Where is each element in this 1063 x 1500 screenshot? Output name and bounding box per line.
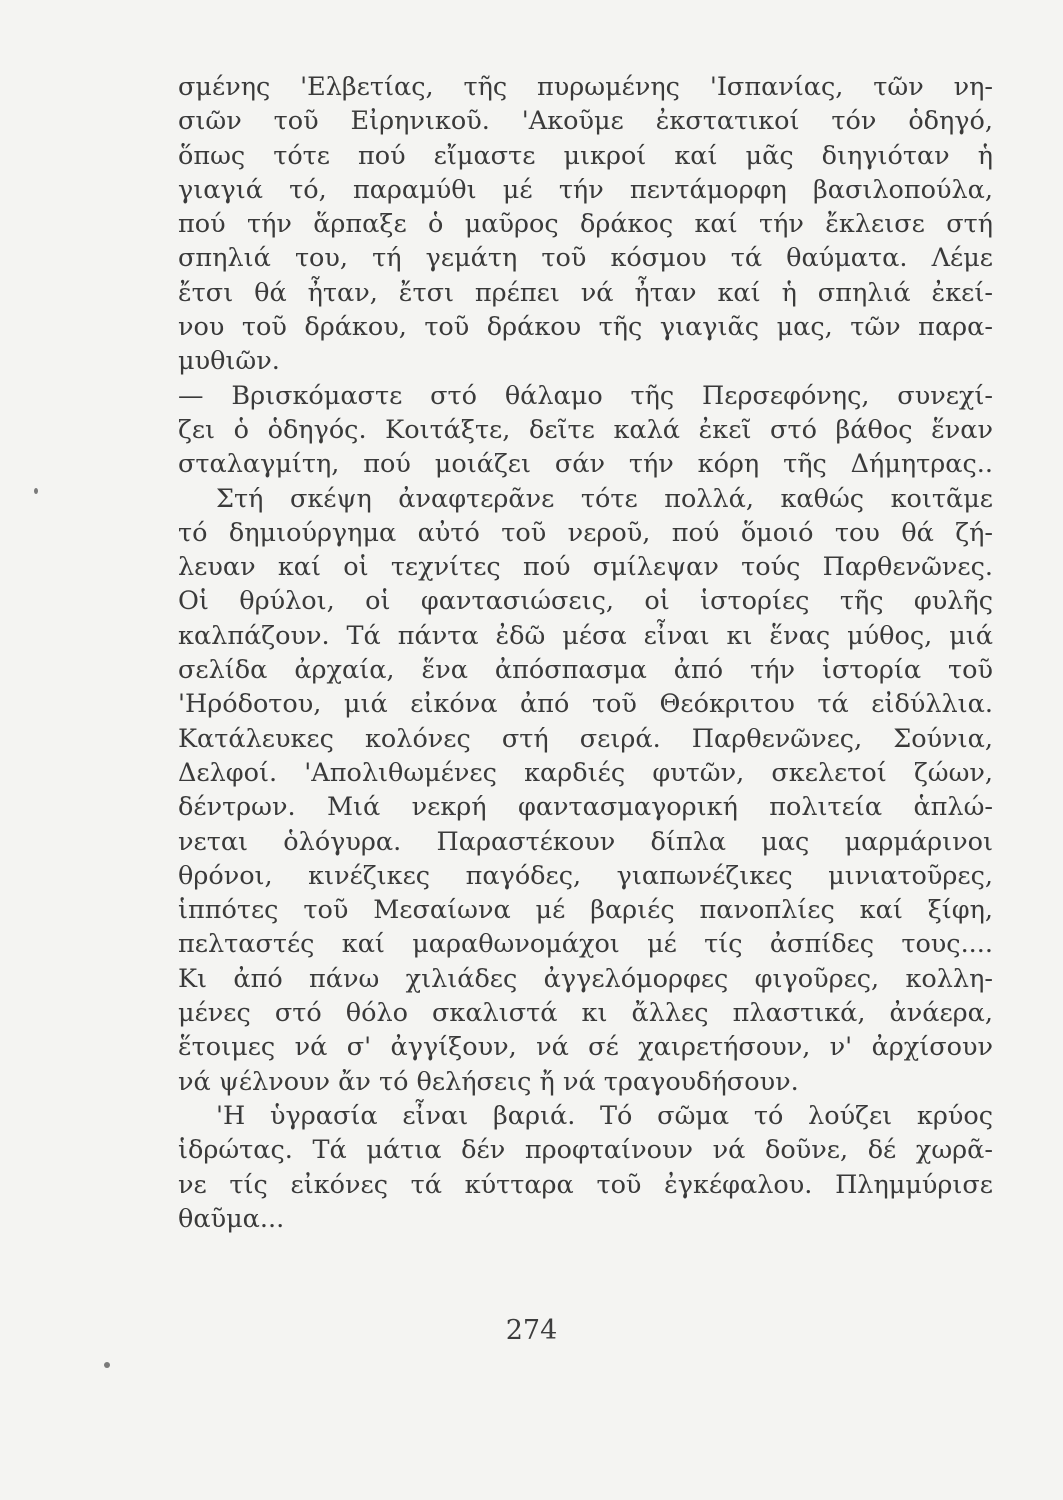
text-line: καλπάζουν. Τά πάντα ἐδῶ μέσα εἶναι κι ἕνας μύθος, μιά — [178, 620, 993, 651]
text-line: ἕτοιμες νά σ' ἀγγίξουν, νά σέ χαιρετήσουν, ν' ἀρχίσουν — [178, 1032, 993, 1063]
text-line: μένες στό θόλο σκαλιστά κι ἄλλες πλαστικά, ἀνάερα, — [178, 998, 993, 1029]
text-line: — Βρισκόμαστε στό θάλαμο τῆς Περσεφόνης, συνεχί- — [178, 380, 993, 411]
text-line: Δελφοί. 'Απολιθωμένες καρδιές φυτῶν, σκελετοί ζώων, — [178, 757, 993, 788]
text-line: γιαγιά τό, παραμύθι μέ τήν πεντάμορφη βασιλοπούλα, — [178, 174, 993, 205]
text-line: σμένης 'Ελβετίας, τῆς πυρωμένης 'Ισπανίας, τῶν νη- — [178, 72, 993, 102]
page-number: 274 — [505, 1315, 558, 1346]
text-line: ἱδρώτας. Τά μάτια δέν προφταίνουν νά δοῦνε, δέ χωρᾶ- — [178, 1135, 993, 1166]
text-line: δέντρων. Μιά νεκρή φαντασμαγορική πολιτεία ἁπλώ- — [178, 792, 993, 823]
scan-speck — [34, 488, 38, 494]
text-line: θαῦμα... — [178, 1203, 285, 1234]
text-line: νά ψέλνουν ἄν τό θελήσεις ἤ νά τραγουδήσουν. — [178, 1066, 799, 1097]
text-line: νου τοῦ δράκου, τοῦ δράκου τῆς γιαγιᾶς μας, τῶν παρα- — [178, 312, 993, 343]
text-line: 'Ηρόδοτου, μιά εἰκόνα ἀπό τοῦ Θεόκριτου τά εἰδύλλια. — [178, 689, 993, 720]
text-line: Κατάλευκες κολόνες στή σειρά. Παρθενῶνες, Σούνια, — [178, 723, 993, 754]
text-line: πελταστές καί μαραθωνομάχοι μέ τίς ἀσπίδες τους.... — [178, 929, 993, 960]
text-line: νε τίς εἰκόνες τά κύτταρα τοῦ ἐγκέφαλου. Πλημμύρισε — [178, 1169, 993, 1200]
text-line: τό δημιούργημα αὐτό τοῦ νεροῦ, πού ὅμοιό του θά ζή- — [178, 517, 993, 548]
text-line: θρόνοι, κινέζικες παγόδες, γιαπωνέζικες μινιατοῦρες, — [178, 860, 993, 891]
text-line: πού τήν ἅρπαξε ὁ μαῦρος δράκος καί τήν ἔκλεισε στή — [178, 209, 993, 240]
text-line: Στή σκέψη ἀναφτερᾶνε τότε πολλά, καθώς κοιτᾶμε — [216, 483, 993, 514]
text-line: σελίδα ἀρχαία, ἕνα ἀπόσπασμα ἀπό τήν ἱστορία τοῦ — [178, 655, 993, 686]
text-line: ἔτσι θά ἦταν, ἔτσι πρέπει νά ἦταν καί ἡ σπηλιά ἐκεί- — [178, 277, 993, 308]
text-line: σταλαγμίτη, πού μοιάζει σάν τήν κόρη τῆς Δήμητρας.. — [178, 449, 993, 480]
text-line: Κι ἀπό πάνω χιλιάδες ἀγγελόμορφες φιγοῦρες, κολλη- — [178, 963, 993, 994]
text-line: ἱππότες τοῦ Μεσαίωνα μέ βαριές πανοπλίες καί ξίφη, — [178, 895, 993, 926]
text-line: ὅπως τότε πού εἴμαστε μικροί καί μᾶς διηγιόταν ἡ — [178, 140, 993, 171]
text-line: ζει ὁ ὁδηγός. Κοιτάξτε, δεῖτε καλά ἐκεῖ στό βάθος ἕναν — [178, 414, 993, 445]
scan-speck — [104, 1362, 110, 1368]
page-body-text — [178, 70, 993, 1236]
text-line: 'Η ὑγρασία εἶναι βαριά. Τό σῶμα τό λούζει κρύος — [216, 1100, 993, 1131]
text-line: λευαν καί οἱ τεχνίτες πού σμίλεψαν τούς Παρθενῶνες. — [178, 552, 993, 583]
text-line: σιῶν τοῦ Εἰρηνικοῦ. 'Ακοῦμε ἐκστατικοί τόν ὁδηγό, — [178, 106, 993, 137]
text-line: νεται ὁλόγυρα. Παραστέκουν δίπλα μας μαρμάρινοι — [178, 826, 993, 857]
text-line: μυθιῶν. — [178, 346, 280, 377]
text-line: Οἱ θρύλοι, οἱ φαντασιώσεις, οἱ ἱστορίες τῆς φυλῆς — [178, 586, 993, 617]
text-line: σπηλιά του, τή γεμάτη τοῦ κόσμου τά θαύματα. Λέμε — [178, 243, 993, 274]
